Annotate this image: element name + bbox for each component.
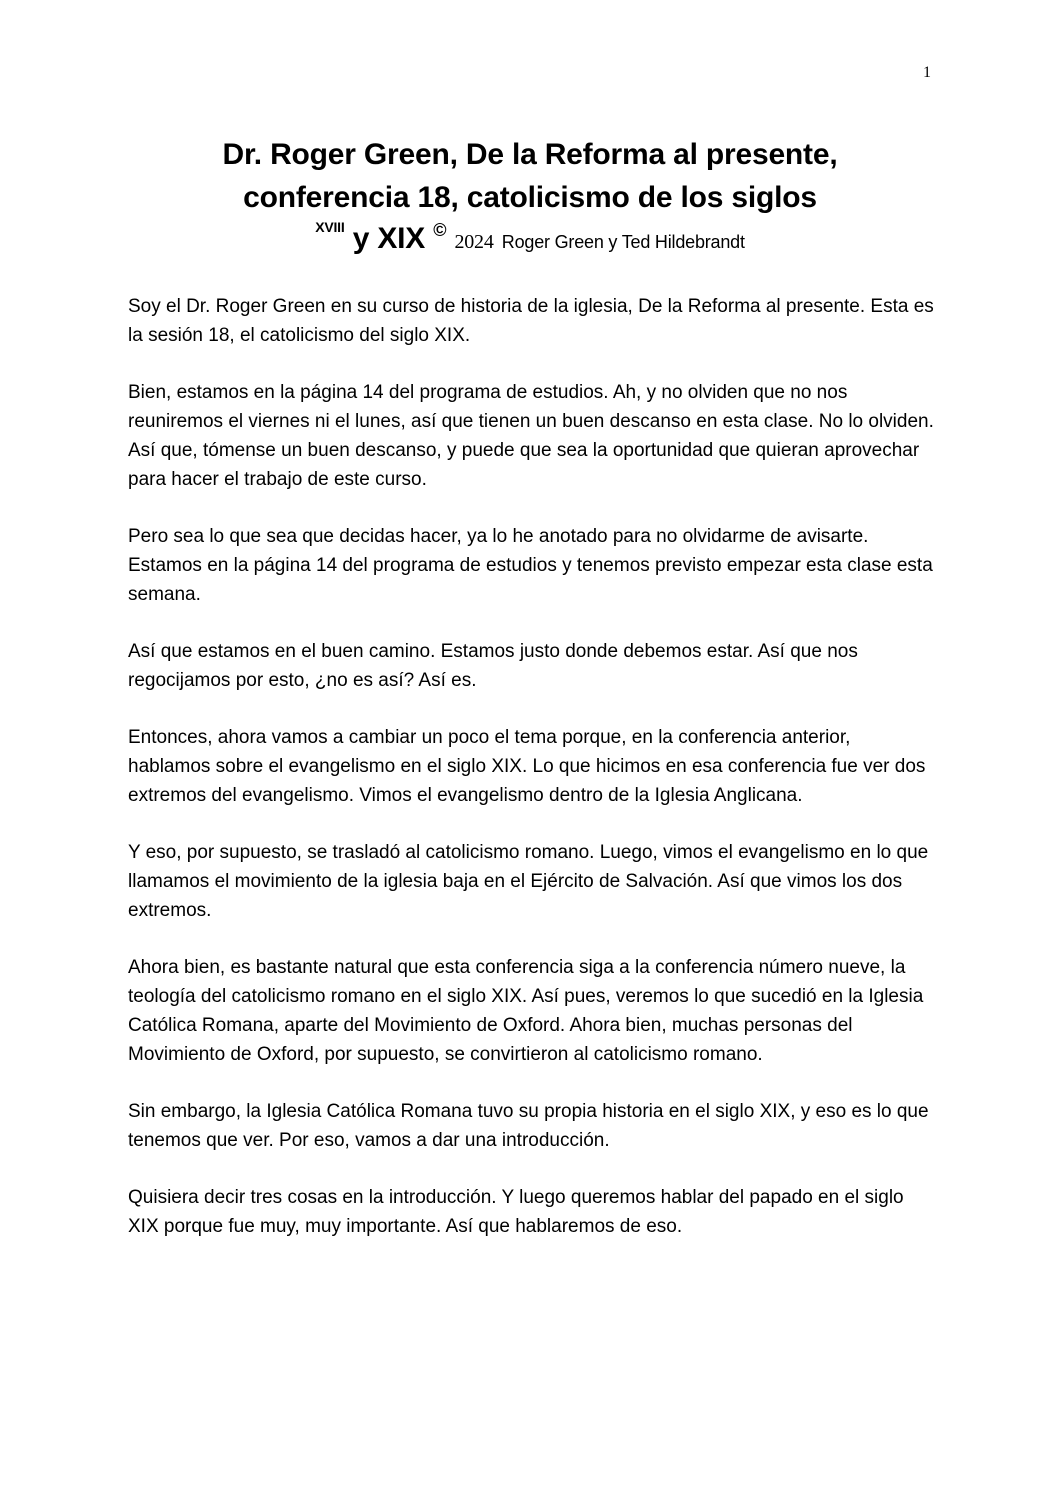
century-superscript: XVIII <box>315 219 345 235</box>
paragraph: Sin embargo, la Iglesia Católica Romana tuvo su propia historia en el siglo XIX, y eso es lo que tenemos que ver. Por eso, vamos a dar una introducción. <box>128 1101 929 1151</box>
copyright-year: 2024 <box>454 231 494 253</box>
copyright-symbol: © <box>433 220 447 240</box>
title-line-3-main: y XIX <box>352 222 426 255</box>
paragraph: Ahora bien, es bastante natural que esta conferencia siga a la conferencia número nueve, la teología del catolicismo romano en el siglo XIX. Así pues, veremos lo que sucedió en la Iglesia Católica Romana, aparte del Movimiento de Oxford. Ahora bien, muchas personas del Movimiento de Oxford, por supuesto, se convirtieron al catolicismo romano. <box>128 957 924 1065</box>
title-line-3 <box>110 217 950 264</box>
paragraph: Pero sea lo que sea que decidas hacer, ya lo he anotado para no olvidarme de avisarte. Estamos en la página 14 del programa de estudios y tenemos previsto empezar esta clase esta semana. <box>128 526 933 605</box>
document-title <box>110 133 950 264</box>
title-line-1: Dr. Roger Green, De la Reforma al presente, <box>222 138 838 171</box>
paragraph: Entonces, ahora vamos a cambiar un poco el tema porque, en la conferencia anterior, hablamos sobre el evangelismo en el siglo XIX. Lo que hicimos en esa conferencia fue ver dos extremos del evangelismo. Vimos el evangelismo dentro de la Iglesia Anglicana. <box>128 727 926 806</box>
page-number: 1 <box>923 64 931 81</box>
document-body <box>128 292 936 1269</box>
paragraph: Bien, estamos en la página 14 del programa de estudios. Ah, y no olviden que no nos reuniremos el viernes ni el lunes, así que tienen un buen descanso en esta clase. No lo olviden. Así que, tómense un buen descanso, y puede que sea la oportunidad que quieran aprovechar para hacer el trabajo de este curso. <box>128 382 934 490</box>
paragraph: Soy el Dr. Roger Green en su curso de historia de la iglesia, De la Reforma al presente. Esta es la sesión 18, el catolicismo del siglo XIX. <box>128 296 934 346</box>
paragraph: Y eso, por supuesto, se trasladó al catolicismo romano. Luego, vimos el evangelismo en lo que llamamos el movimiento de la iglesia baja en el Ejército de Salvación. Así que vimos los dos extremos. <box>128 842 929 921</box>
title-line-2: conferencia 18, catolicismo de los siglos <box>243 181 817 214</box>
paragraph: Así que estamos en el buen camino. Estamos justo donde debemos estar. Así que nos regocijamos por esto, ¿no es así? Así es. <box>128 641 858 691</box>
paragraph: Quisiera decir tres cosas en la introducción. Y luego queremos hablar del papado en el siglo XIX porque fue muy, muy importante. Así que hablaremos de eso. <box>128 1187 904 1237</box>
authors-credit: Roger Green y Ted Hildebrandt <box>501 232 745 252</box>
